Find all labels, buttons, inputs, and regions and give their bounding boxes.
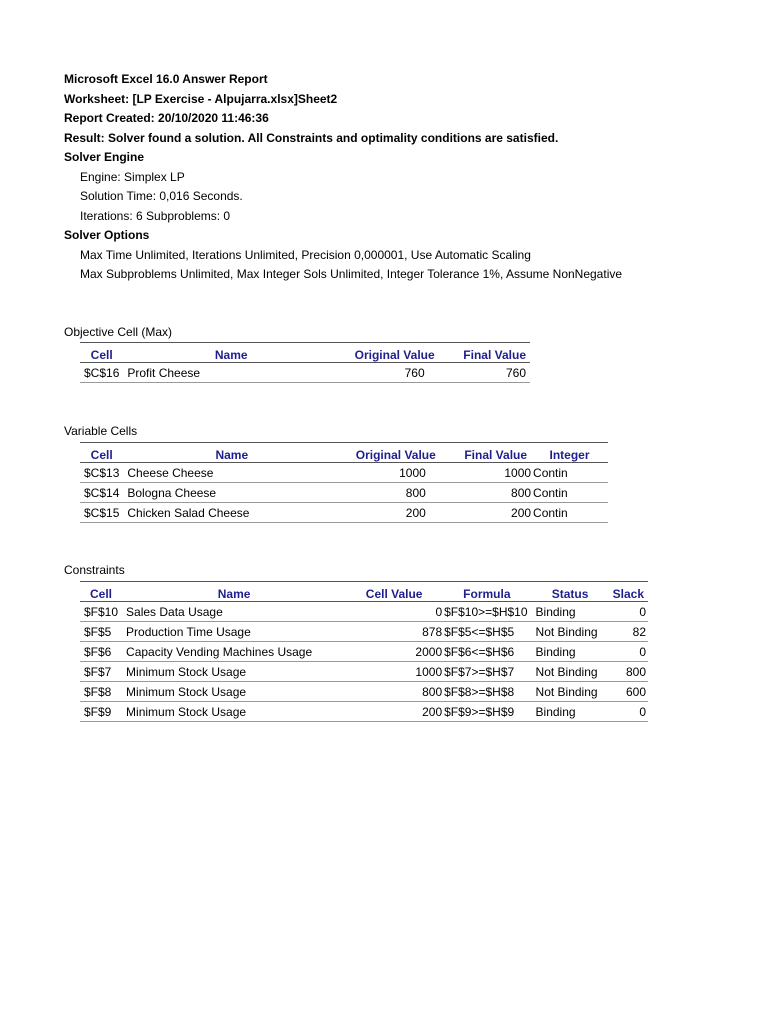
table-row	[80, 662, 648, 682]
header-final-value: Final Value	[440, 443, 531, 463]
slack: 800	[609, 662, 648, 682]
variables-table	[80, 442, 608, 523]
formula: $F$7>=$H$7	[442, 662, 531, 682]
integer-type: Contin	[531, 483, 608, 503]
final-value: 760	[439, 363, 530, 383]
cell-ref: $C$16	[80, 363, 123, 383]
worksheet-line: Worksheet: [LP Exercise - Alpujarra.xlsx]Sheet2	[64, 91, 338, 106]
table-row	[80, 483, 608, 503]
cell-value: 0	[346, 602, 442, 622]
table-row	[80, 702, 648, 722]
cell-name: Bologna Cheese	[123, 483, 340, 503]
header-status: Status	[532, 582, 609, 602]
cell-name: Capacity Vending Machines Usage	[122, 642, 346, 662]
cell-ref: $F$7	[80, 662, 122, 682]
variables-section-title: Variable Cells	[64, 424, 138, 438]
cell-name: Cheese Cheese	[123, 463, 340, 483]
slack: 0	[609, 702, 648, 722]
objective-table	[80, 342, 530, 383]
slack: 600	[609, 682, 648, 702]
report-title: Microsoft Excel 16.0 Answer Report	[64, 72, 268, 86]
cell-ref: $C$15	[80, 503, 123, 523]
cell-ref: $F$9	[80, 702, 122, 722]
result-line: Result: Solver found a solution. All Constraints and optimality conditions are satisfied.	[64, 130, 559, 145]
slack: 82	[609, 622, 648, 642]
original-value: 760	[339, 363, 439, 383]
cell-value: 878	[346, 622, 442, 642]
header-name: Name	[123, 343, 339, 363]
cell-value: 200	[346, 702, 442, 722]
table-row	[80, 622, 648, 642]
header-integer: Integer	[531, 443, 608, 463]
header-name: Name	[122, 582, 346, 602]
table-row	[80, 503, 608, 523]
table-row	[80, 642, 648, 662]
options-line-2: Max Subproblems Unlimited, Max Integer Sols Unlimited, Integer Tolerance 1%, Assume NonNegative	[80, 267, 623, 281]
cell-ref: $F$8	[80, 682, 122, 702]
status: Binding	[532, 602, 609, 622]
cell-name: Chicken Salad Cheese	[123, 503, 340, 523]
cell-value: 800	[346, 682, 442, 702]
cell-name: Minimum Stock Usage	[122, 662, 346, 682]
original-value: 200	[340, 503, 440, 523]
status: Binding	[532, 702, 609, 722]
table-row	[80, 463, 608, 483]
final-value: 200	[440, 503, 531, 523]
integer-type: Contin	[531, 463, 608, 483]
cell-value: 2000	[346, 642, 442, 662]
constraints-section-title: Constraints	[64, 563, 125, 577]
header-slack: Slack	[609, 582, 648, 602]
formula: $F$9>=$H$9	[442, 702, 531, 722]
objective-section-title: Objective Cell (Max)	[64, 325, 173, 339]
integer-type: Contin	[531, 503, 608, 523]
cell-ref: $F$5	[80, 622, 122, 642]
options-line-1: Max Time Unlimited, Iterations Unlimited, Precision 0,000001, Use Automatic Scaling	[80, 247, 531, 262]
slack: 0	[609, 602, 648, 622]
report-created-line: Report Created: 20/10/2020 11:46:36	[64, 111, 269, 125]
header-original-value: Original Value	[339, 343, 439, 363]
cell-name: Sales Data Usage	[122, 602, 346, 622]
formula: $F$5<=$H$5	[442, 622, 531, 642]
cell-ref: $C$13	[80, 463, 123, 483]
header-cell: Cell	[80, 582, 122, 602]
table-row	[80, 602, 648, 622]
header-final-value: Final Value	[439, 343, 530, 363]
header-cell: Cell	[80, 343, 123, 363]
cell-ref: $F$10	[80, 602, 122, 622]
engine-line: Engine: Simplex LP	[80, 169, 185, 184]
formula: $F$6<=$H$6	[442, 642, 531, 662]
status: Not Binding	[532, 622, 609, 642]
header-name: Name	[123, 443, 340, 463]
constraints-table	[80, 581, 648, 722]
final-value: 800	[440, 483, 531, 503]
status: Binding	[532, 642, 609, 662]
formula: $F$8>=$H$8	[442, 682, 531, 702]
cell-name: Profit Cheese	[123, 363, 339, 383]
report-header	[64, 70, 654, 285]
iterations-line: Iterations: 6 Subproblems: 0	[80, 208, 231, 223]
original-value: 1000	[340, 463, 440, 483]
cell-ref: $F$6	[80, 642, 122, 662]
header-original-value: Original Value	[340, 443, 440, 463]
formula: $F$10>=$H$10	[442, 602, 531, 622]
table-row	[80, 682, 648, 702]
table-row	[80, 363, 530, 383]
cell-name: Minimum Stock Usage	[122, 682, 346, 702]
status: Not Binding	[532, 682, 609, 702]
slack: 0	[609, 642, 648, 662]
cell-name: Minimum Stock Usage	[122, 702, 346, 722]
original-value: 800	[340, 483, 440, 503]
header-formula: Formula	[442, 582, 531, 602]
status: Not Binding	[532, 662, 609, 682]
solution-time-line: Solution Time: 0,016 Seconds.	[80, 189, 243, 203]
solver-options-label: Solver Options	[64, 228, 150, 242]
cell-name: Production Time Usage	[122, 622, 346, 642]
final-value: 1000	[440, 463, 531, 483]
solver-engine-label: Solver Engine	[64, 150, 145, 164]
cell-value: 1000	[346, 662, 442, 682]
header-cell: Cell	[80, 443, 123, 463]
cell-ref: $C$14	[80, 483, 123, 503]
header-cell-value: Cell Value	[346, 582, 442, 602]
